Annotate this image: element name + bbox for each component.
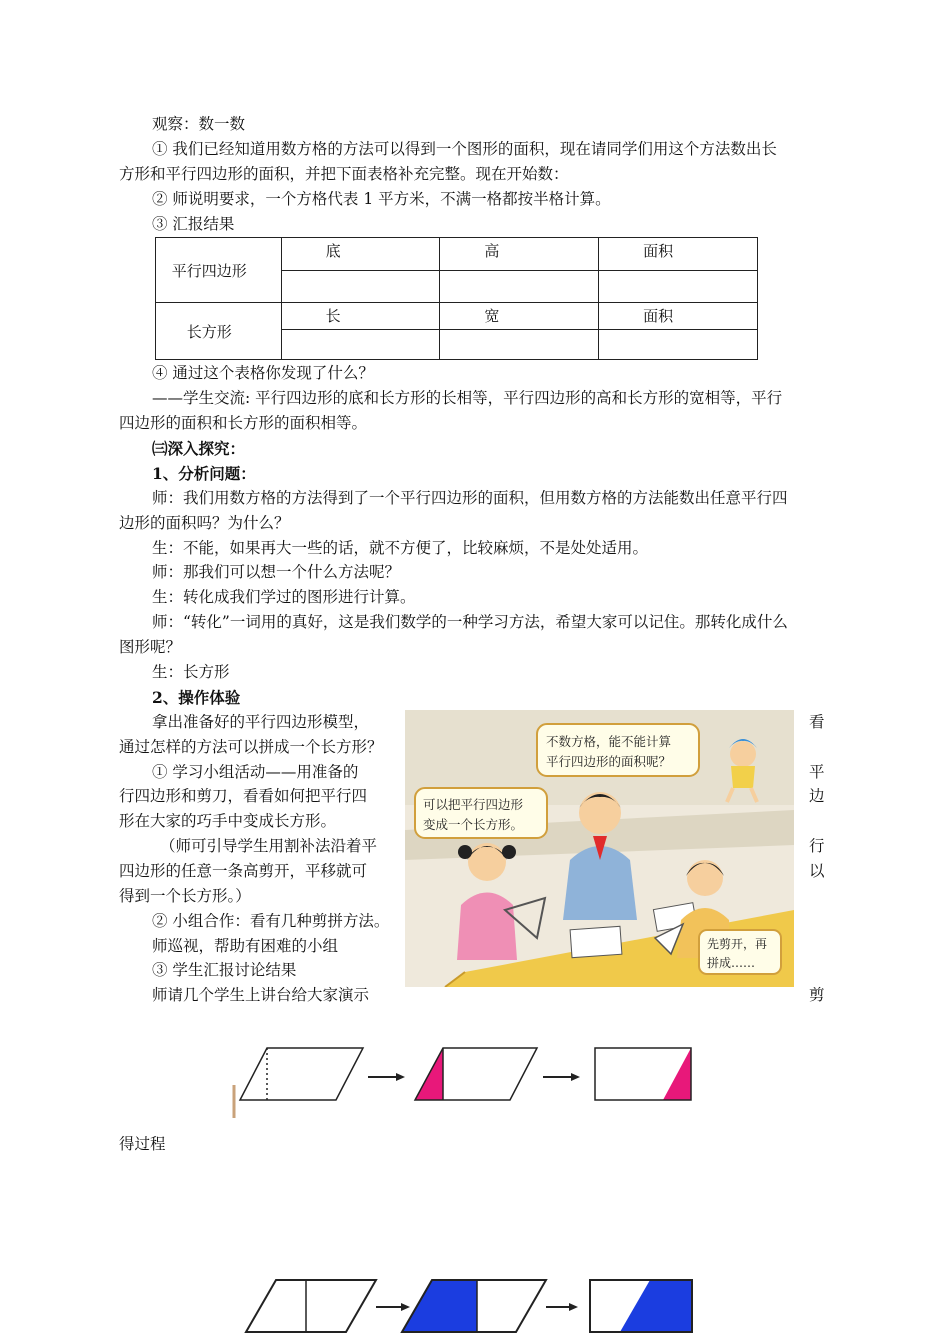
row-label: 长方形 — [156, 303, 282, 360]
wrapped-char: 行 — [809, 837, 825, 855]
line-text: 师：那我们可以想一个什么方法呢？ — [152, 563, 401, 581]
table-cell — [599, 271, 758, 303]
cut-and-shift-diagram-2 — [240, 1276, 700, 1340]
table-cell — [281, 330, 440, 360]
table-cell — [440, 271, 599, 303]
line-text: 师：我们用数方格的方法得到了一个平行四边形的面积，但用数方格的方法能数出任意平行四 — [152, 489, 788, 507]
arrow-head — [569, 1303, 578, 1311]
table-header: 底 — [281, 238, 440, 271]
line-text: 方形和平行四边形的面积，并把下面表格补充完整。现在开始数： — [119, 165, 569, 183]
wrapped-char: 以 — [809, 862, 825, 880]
arrow-head — [401, 1303, 410, 1311]
line-text: ② 小组合作：看有几种剪拼方法。 — [152, 912, 390, 930]
line-text: 行四边形和剪刀，看看如何把平行四 — [119, 787, 368, 805]
line-text: 生：长方形 — [152, 663, 230, 681]
classroom-illustration — [405, 710, 794, 987]
table-header: 长 — [281, 303, 440, 330]
line-text: 师巡视，帮助有困难的小组 — [152, 937, 339, 955]
table-header: 面积 — [599, 303, 758, 330]
section-heading: ㈢深入探究： — [152, 439, 246, 458]
line-text: 生：不能，如果再大一些的话，就不方便了，比较麻烦，不是处处适用。 — [152, 539, 649, 557]
table-header: 高 — [440, 238, 599, 271]
line-text: 边形的面积吗？为什么？ — [119, 514, 290, 532]
bubble-answer-line1: 可以把平行四边形 — [423, 797, 524, 812]
line-text: 图形呢？ — [119, 638, 182, 656]
line-text: ④ 通过这个表格你发现了什么？ — [152, 364, 374, 382]
line-text: 师请几个学生上讲台给大家演示 — [152, 986, 370, 1004]
bubble-answer-line2: 变成一个长方形。 — [423, 817, 524, 832]
wrapped-char: 平 — [809, 763, 825, 781]
table-cell — [440, 330, 599, 360]
illustration-drawing — [405, 710, 794, 987]
line-text: 形在大家的巧手中变成长方形。 — [119, 812, 337, 830]
line-text: ② 师说明要求，一个方格代表 1 平方米，不满一格都按半格计算。 — [152, 190, 611, 208]
table-header: 宽 — [440, 303, 599, 330]
subsection-heading: 2、操作体验 — [152, 688, 241, 707]
table-header: 面积 — [599, 238, 758, 271]
line-text: （师可引导学生用割补法沿着平 — [160, 837, 378, 855]
wrapped-char: 看 — [809, 713, 825, 731]
line-text: 四边形的面积和长方形的面积相等。 — [119, 414, 368, 432]
line-text: 四边形的任意一条高剪开，平移就可 — [119, 862, 368, 880]
line-text: 通过怎样的方法可以拼成一个长方形？ — [119, 738, 383, 756]
table-cell — [281, 271, 440, 303]
bubble-hint-line2: 拼成…… — [707, 956, 756, 970]
subsection-heading: 1、分析问题： — [152, 464, 256, 483]
line-text: ① 学习小组活动——用准备的 — [152, 763, 359, 781]
arrow-head — [396, 1073, 405, 1081]
line-text: 师：“转化”一词用的真好，这是我们数学的一种学习方法，希望大家可以记住。那转化成什么 — [152, 613, 788, 631]
line-text: 得过程 — [119, 1135, 166, 1153]
cut-and-shift-diagram-1 — [225, 1040, 705, 1120]
arrow-head — [571, 1073, 580, 1081]
line-text: ③ 学生汇报讨论结果 — [152, 961, 297, 979]
parallelogram-with-height — [240, 1048, 363, 1100]
wrapped-char: 边 — [809, 787, 825, 805]
bubble-hint-line1: 先剪开，再 — [707, 937, 768, 951]
row-label: 平行四边形 — [156, 238, 282, 303]
moved-triangle-magenta — [663, 1048, 691, 1100]
bubble-question-line1: 不数方格，能不能计算 — [546, 734, 672, 749]
cut-trapezoid-blue — [402, 1280, 477, 1332]
line-observe: 观察：数一数 — [152, 115, 246, 133]
table-cell — [599, 330, 758, 360]
wrapped-char: 剪 — [809, 986, 825, 1004]
line-text: ③ 汇报结果 — [152, 215, 235, 233]
bubble-question-line2: 平行四边形的面积呢？ — [546, 754, 672, 769]
line-text: 拿出准备好的平行四边形模型， — [152, 713, 370, 731]
parallelogram-with-middle-line — [246, 1280, 376, 1332]
moved-trapezoid-blue — [620, 1280, 692, 1332]
line-text: 得到一个长方形。） — [119, 887, 251, 905]
line-text: ——学生交流: 平行四边形的底和长方形的长相等，平行四边形的高和长方形的宽相等，平行 — [152, 389, 783, 407]
results-table — [155, 237, 758, 360]
line-text: 生：转化成我们学过的图形进行计算。 — [152, 588, 416, 606]
line-text: ① 我们已经知道用数方格的方法可以得到一个图形的面积，现在请同学们用这个方法数出长 — [152, 140, 777, 158]
